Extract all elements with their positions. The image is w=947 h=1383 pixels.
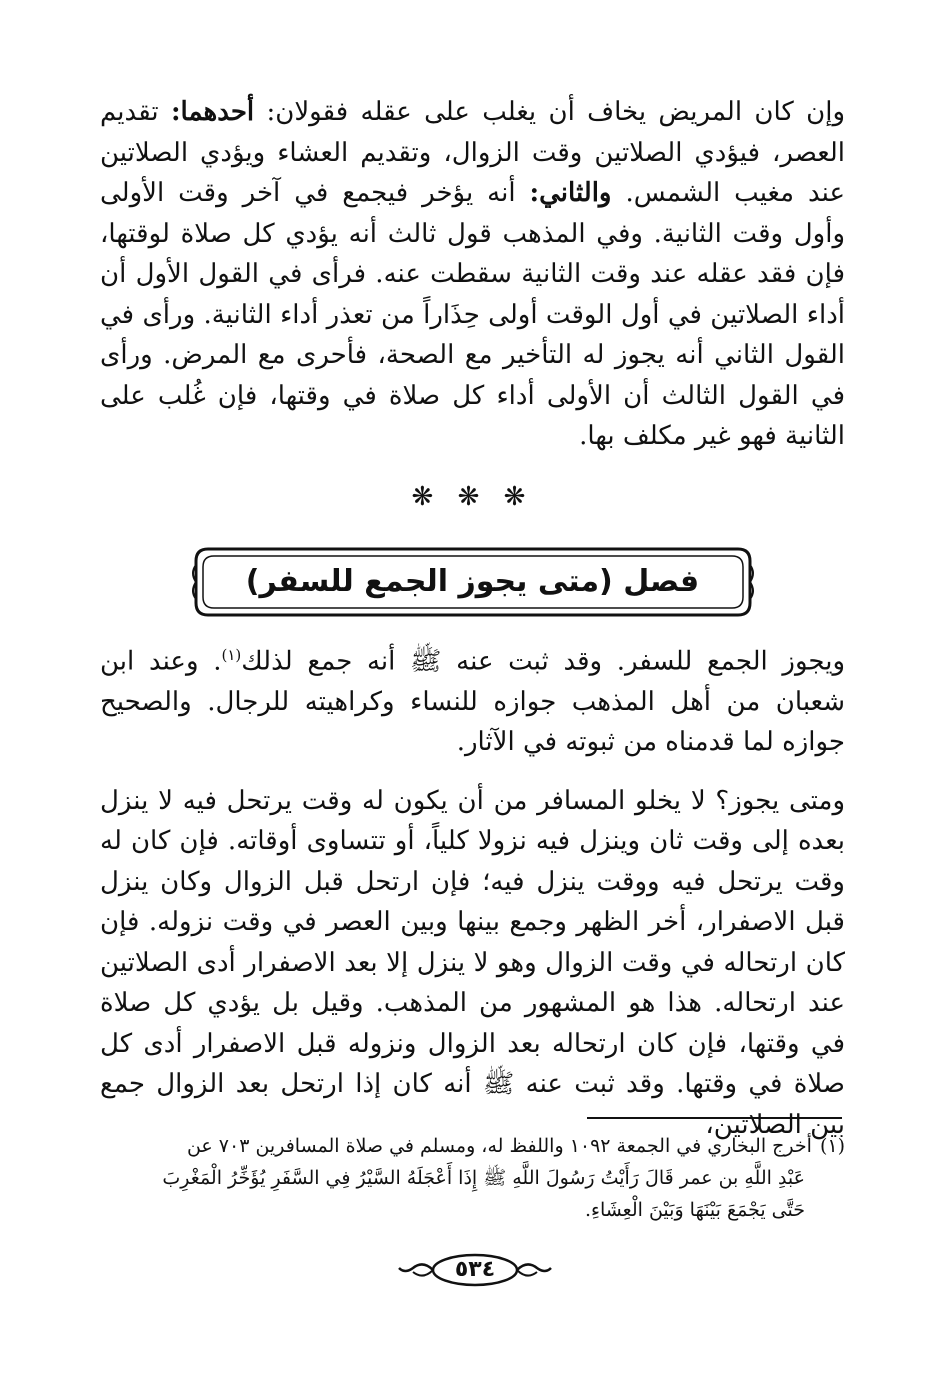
paragraph-text: أنه يؤخر فيجمع في آخر وقت الأولى وأول وقت الثانية. وفي المذهب قول ثالث أنه يؤدي كل صلاة لوقتها، فإن فقد عقله عند وقت الثانية سقطت عنه. فرأى في القول الأول أن أداء الصلاتين في أول الوقت أولى حِذَاراً من تعذر أداء الثانية. ورأى في القول الثاني أنه يجوز له التأخير مع الصحة، فأحرى مع المرض. ورأى في القول الثالث أن الأولى أداء كل صلاة في وقتها، فإن غُلب على الثانية فهو غير مكلف بها. xyxy=(100,178,845,451)
paragraph-text: . وعند ابن شعبان من أهل المذهب جوازه للنساء وكراهيته للرجال. والصحيح جوازه لما قدمناه من ثبوته في الآثار. xyxy=(100,646,845,758)
page-number: ٥٣٤ xyxy=(454,1257,496,1282)
footnote-reference[interactable]: (١) xyxy=(221,645,242,664)
footnote-line xyxy=(100,1130,845,1162)
footnote xyxy=(100,1130,845,1226)
section-separator: ❋ ❋ ❋ xyxy=(411,481,534,512)
bold-term-first: أحدهما: xyxy=(170,97,255,127)
footnote-number: (١) xyxy=(819,1135,845,1157)
section-title: فصل (متى يجوز الجمع للسفر) xyxy=(245,563,700,599)
footnote-line: عَبْدِ اللَّهِ بن عمر قَالَ رَأَيْتُ رَسُولَ اللَّهِ ﷺ إِذَا أَعْجَلَهُ السَّيْرُ فِي السَّفَرِ يُؤَخِّرُ الْمَغْرِبَ xyxy=(162,1167,805,1189)
paragraph-text: وإن كان المريض يخاف أن يغلب على عقله فقولان: xyxy=(254,97,846,127)
page-body xyxy=(100,92,845,1145)
section-heading-frame xyxy=(188,543,758,621)
page-number-ornament xyxy=(395,1250,555,1290)
footnote-line: حَتَّى يَجْمَعَ بَيْنَهَا وَبَيْنَ الْعِشَاءِ. xyxy=(584,1199,805,1221)
footnote-divider xyxy=(587,1117,842,1119)
footnote-text: أخرج البخاري في الجمعة ١٠٩٢ واللفظ له، ومسلم في صلاة المسافرين ٧٠٣ عن xyxy=(186,1135,812,1157)
paragraph-text: تقديم العصر، فيؤدي الصلاتين وقت الزوال، وتقديم العشاء ويؤدي الصلاتين عند مغيب الشمس. xyxy=(100,97,845,208)
paragraph-travel-combining xyxy=(100,635,845,763)
paragraph-sick-traveler xyxy=(100,92,845,457)
paragraph-when-allowed: ومتى يجوز؟ لا يخلو المسافر من أن يكون له وقت يرتحل فيه لا ينزل بعده إلى وقت ثان وينزل فيه نزولا كلياً، أو تتساوى أوقاته. فإن كان له وقت يرتحل فيه ووقت ينزل فيه؛ فإن ارتحل قبل الزوال وكان ينزل قبل الاصفرار، أخر الظهر وجمع بينها وبين العصر في وقت نزوله. فإن كان ارتحاله في وقت الزوال وهو لا ينزل إلا بعد الاصفرار أدى الصلاتين عند ارتحاله. هذا هو المشهور من المذهب. وقيل بل يؤدي كل صلاة في وقتها، فإن كان ارتحاله بعد الزوال ونزوله قبل الاصفرار أدى كل صلاة في وقتها. وقد ثبت عنه ﷺ أنه كان إذا ارتحل بعد الزوال جمع بين الصلاتين، xyxy=(100,785,845,1140)
bold-term-second: والثاني: xyxy=(529,178,612,208)
paragraph-text: ويجوز الجمع للسفر. وقد ثبت عنه ﷺ أنه جمع لذلك xyxy=(241,646,845,677)
